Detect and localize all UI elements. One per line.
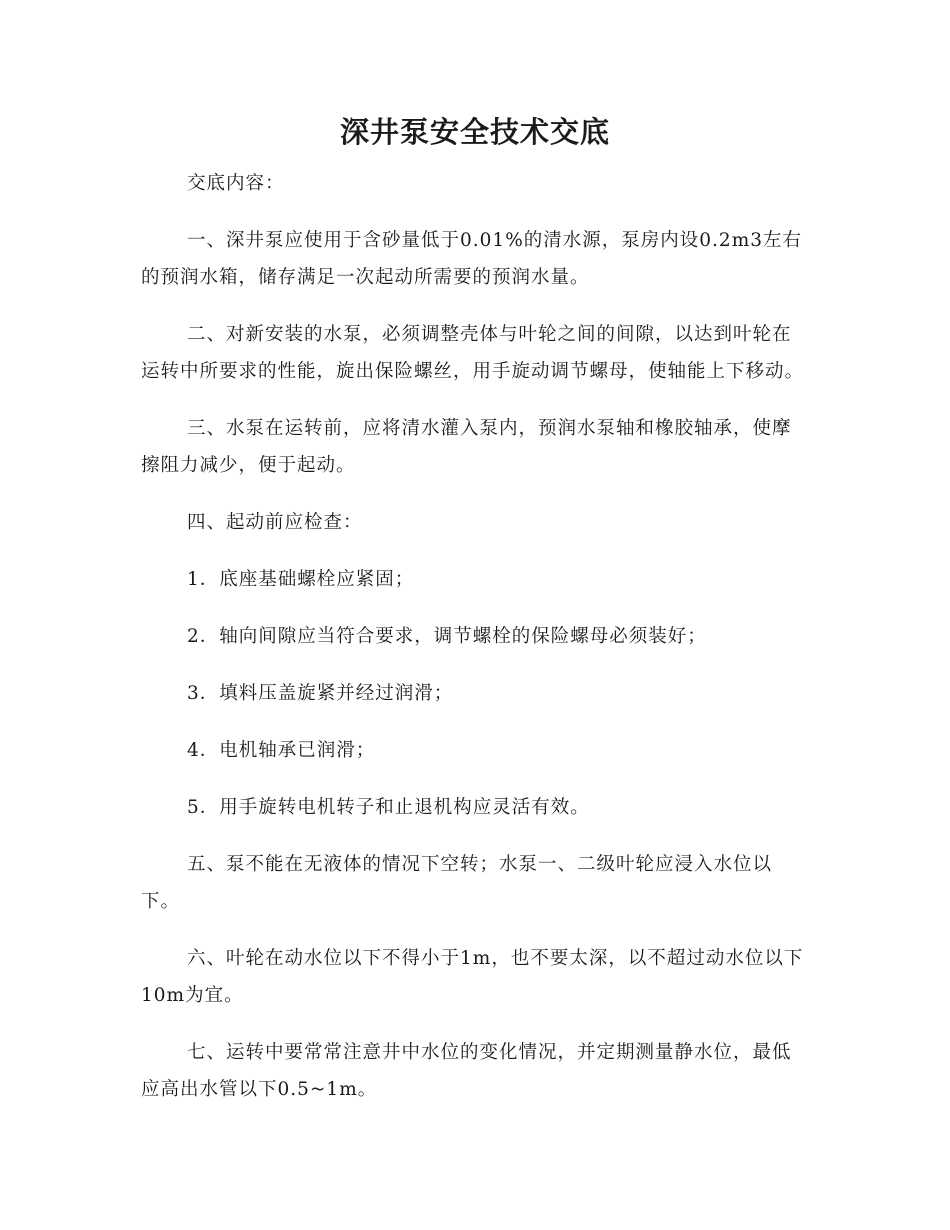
- checklist-item-4: 4．电机轴承已润滑；: [187, 740, 376, 761]
- checklist-item-5: 5．用手旋转电机转子和止退机构应灵活有效。: [187, 797, 590, 818]
- paragraph-item-6: 六、叶轮在动水位以下不得小于1m，也不要太深，以不超过动水位以下10m为宜。: [141, 948, 804, 1006]
- paragraph-intro: 交底内容：: [187, 173, 285, 194]
- document-title: 深井泵安全技术交底: [339, 115, 610, 149]
- paragraph-item-5: 五、泵不能在无液体的情况下空转；水泵一、二级叶轮应浸入水位以下。: [141, 854, 773, 912]
- paragraph-item-4: 四、起动前应检查：: [187, 512, 363, 533]
- checklist-item-2: 2．轴向间隙应当符合要求，调节螺栓的保险螺母必须装好；: [187, 626, 707, 647]
- checklist-item-3: 3．填料压盖旋紧并经过润滑；: [187, 683, 454, 704]
- checklist-item-1: 1．底座基础螺栓应紧固；: [187, 569, 415, 590]
- paragraph-item-3: 三、水泵在运转前，应将清水灌入泵内，预润水泵轴和橡胶轴承，使摩擦阻力减少，便于起动。: [141, 418, 792, 476]
- paragraph-item-7: 七、运转中要常常注意井中水位的变化情况，并定期测量静水位，最低应高出水管以下0.5~1m。: [141, 1042, 792, 1100]
- paragraph-item-1: 一、深井泵应使用于含砂量低于0.01%的清水源，泵房内设0.2m3左右的预润水箱，储存满足一次起动所需要的预润水量。: [141, 230, 803, 288]
- document-body: [141, 165, 806, 1128]
- paragraph-item-2: 二、对新安装的水泵，必须调整壳体与叶轮之间的间隙，以达到叶轮在运转中所要求的性能，旋出保险螺丝，用手旋动调节螺母，使轴能上下移动。: [141, 324, 805, 382]
